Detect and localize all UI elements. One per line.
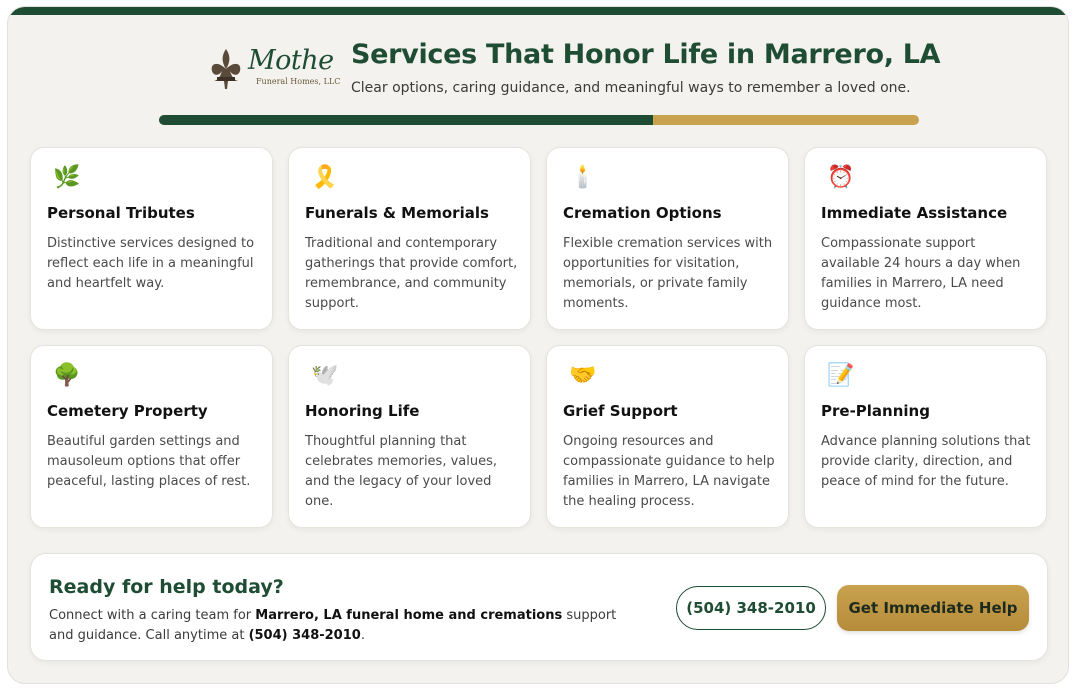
service-card[interactable] <box>546 345 789 528</box>
service-card-description: Distinctive services designed to reflect each life in a meaningful and heartfelt way. <box>47 236 255 291</box>
cta-text-mid: support and guidance. Call anytime at <box>49 608 617 643</box>
cta-title: Ready for help today? <box>49 576 284 598</box>
services-panel <box>7 6 1069 684</box>
service-card[interactable] <box>30 147 273 330</box>
service-card[interactable] <box>546 147 789 330</box>
service-card-title: Cemetery Property <box>47 402 208 420</box>
candle-icon: 🕯️ <box>569 165 597 190</box>
fleur-de-lis-icon <box>208 47 244 91</box>
herb-icon: 🌿 <box>53 165 81 190</box>
header <box>8 35 1068 105</box>
cta-panel <box>30 553 1048 661</box>
service-card-description: Beautiful garden settings and mausoleum options that offer peaceful, lasting places of rest. <box>47 434 251 489</box>
service-card[interactable] <box>804 345 1047 528</box>
service-card-title: Honoring Life <box>305 402 420 420</box>
cta-text-suffix: . <box>360 628 365 643</box>
call-phone-button[interactable]: (504) 348-2010 <box>676 586 826 630</box>
service-card[interactable] <box>30 345 273 528</box>
dove-icon: 🕊️ <box>311 363 339 388</box>
service-card-title: Cremation Options <box>563 204 722 222</box>
cta-phone-text: (504) 348-2010 <box>248 628 361 643</box>
handshake-icon: 🤝 <box>569 363 597 388</box>
top-accent-bar <box>8 7 1068 15</box>
cta-text-prefix: Connect with a caring team for <box>49 608 256 623</box>
service-card-title: Personal Tributes <box>47 204 195 222</box>
progress-bar <box>159 115 919 125</box>
logo-name: Mothe <box>248 45 334 76</box>
tree-icon: 🌳 <box>53 363 81 388</box>
service-card-description: Ongoing resources and compassionate guidance to help families in Marrero, LA navigate the healing process. <box>563 434 775 509</box>
service-card-description: Thoughtful planning that celebrates memories, values, and the legacy of your loved one. <box>305 434 498 509</box>
logo[interactable] <box>208 45 341 95</box>
get-immediate-help-button[interactable]: Get Immediate Help <box>837 585 1029 631</box>
logo-subtitle: Funeral Homes, LLC <box>256 77 341 86</box>
service-card[interactable] <box>288 147 531 330</box>
page-title: Services That Honor Life in Marrero, LA <box>351 39 941 70</box>
service-card-title: Funerals & Memorials <box>305 204 489 222</box>
page-subtitle: Clear options, caring guidance, and meaningful ways to remember a loved one. <box>351 80 911 96</box>
service-card-description: Flexible cremation services with opportunities for visitation, memorials, or private family moments. <box>563 236 773 311</box>
service-card-title: Grief Support <box>563 402 678 420</box>
service-card[interactable] <box>288 345 531 528</box>
service-card-title: Pre-Planning <box>821 402 930 420</box>
service-card[interactable] <box>804 147 1047 330</box>
ribbon-icon: 🎗️ <box>311 165 339 190</box>
service-card-description: Traditional and contemporary gatherings that provide comfort, remembrance, and community support. <box>305 236 518 311</box>
service-card-description: Advance planning solutions that provide clarity, direction, and peace of mind for the future. <box>821 434 1031 489</box>
cta-text-emphasis: Marrero, LA funeral home and cremations <box>255 608 563 623</box>
service-card-description: Compassionate support available 24 hours a day when families in Marrero, LA need guidance most. <box>821 236 1021 311</box>
progress-fill <box>159 115 653 125</box>
memo-icon: 📝 <box>827 363 855 388</box>
alarm-clock-icon: ⏰ <box>827 165 855 190</box>
service-card-title: Immediate Assistance <box>821 204 1008 222</box>
cta-text <box>49 606 629 646</box>
